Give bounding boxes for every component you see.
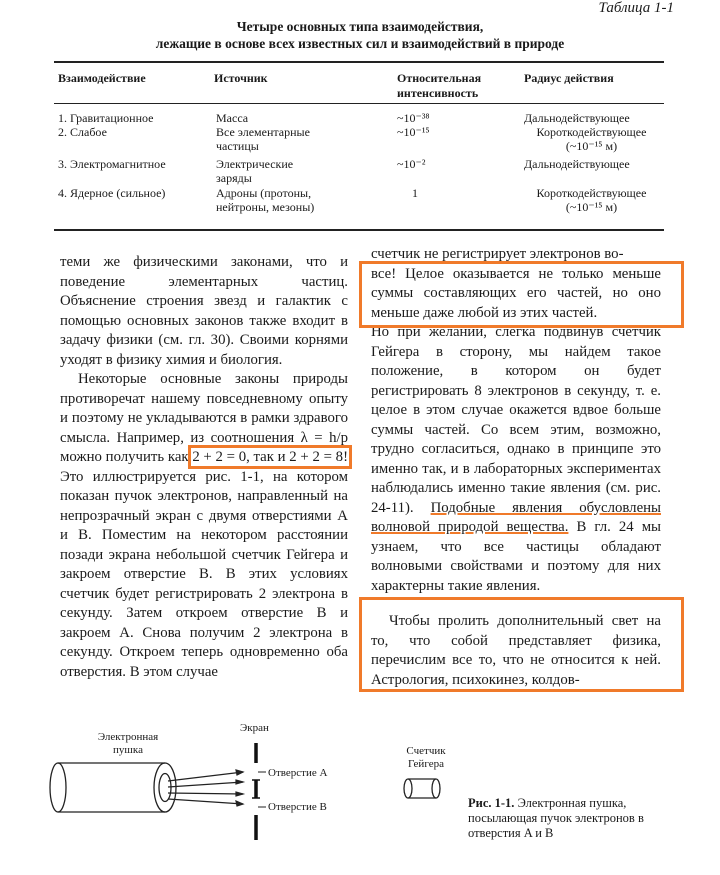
- screen: [252, 743, 260, 840]
- table-header-rule: [54, 103, 664, 104]
- table-header-interaction: Взаимодействие: [58, 71, 146, 85]
- table-cell: 3. Электромагнитное: [58, 157, 166, 171]
- electron-beam-arrows: [168, 770, 243, 806]
- table-top-rule: [54, 61, 664, 63]
- highlighted-equation: 2 + 2 = 0, так и 2 + 2 = 8!: [192, 449, 348, 465]
- table-cell: Все элементарные частицы: [216, 125, 310, 153]
- table-header-intensity: Относительная интенсивность: [397, 71, 482, 100]
- boxed-passage: Чтобы пролить дополнительный свет на то, что собой представляет физика, перечислим все то, что не относится к ней. Астрология, психокинез, колдов-: [371, 613, 661, 688]
- table-cell: Дальнодействующее: [524, 157, 630, 171]
- geiger-counter-label: Счетчик Гейгера: [406, 745, 446, 770]
- table-title-line2: лежащие в основе всех известных сил и взаимодействий в природе: [155, 36, 565, 51]
- table-cell: 1. Гравитационное: [58, 111, 154, 125]
- table-cell: Адроны (протоны, нейтроны, мезоны): [216, 186, 315, 214]
- table-cell: 4. Ядерное (сильное): [58, 186, 166, 200]
- figure-caption-number: Рис. 1-1.: [468, 796, 515, 810]
- paragraph: теми же физическими законами, что и поведение элементарных частиц. Объяснение строения звезд и галактик с помощью основных законов также входит в задачу физики (см. гл. 30). Своими корнями уходят в физику химия и биология.: [60, 254, 348, 368]
- table-cell: Масса: [216, 111, 249, 125]
- geiger-counter: [404, 779, 440, 798]
- paragraph-line: счетчик не регистрирует электронов во-: [371, 246, 624, 262]
- paragraph-text: Но при желании, слегка подвинув счетчик Гейгера в сторону, мы найдем такое положение, в котором он будет регистрировать 8 электронов в секунду, т. е. целое в этом случае окажется вдвое больше суммы частей. Со всем этим, возможно, трудно согласиться, однако в принципе это именно так, и в лабораторных экспериментах наблюдались именно такие явления (см. рис. 24-11).: [371, 324, 661, 516]
- table-title-line1: Четыре основных типа взаимодействия,: [236, 19, 484, 34]
- table-cell: ~10⁻¹⁵: [397, 125, 430, 139]
- paragraph: [60, 370, 348, 682]
- table-cell: Электрические заряды: [216, 157, 294, 185]
- table-cell: Короткодействующее (~10⁻¹⁵ м): [536, 125, 647, 153]
- table-header-range: Радиус действия: [524, 71, 614, 85]
- table-caption-tag: Таблица 1-1: [598, 0, 674, 16]
- table-bottom-rule: [54, 229, 664, 231]
- boxed-passage: все! Целое оказывается не только меньше суммы составляющих его частей, но оно меньше даже любой из этих частей.: [371, 265, 661, 321]
- table-cell: Короткодействующее (~10⁻¹⁵ м): [536, 186, 647, 214]
- table-cell: 1: [412, 186, 418, 200]
- screen-label: Экран: [240, 722, 269, 734]
- figure-caption-text: Электронная пушка, посылающая пучок электронов в отверстия A и B: [468, 796, 644, 840]
- highlight-box-bottom: [359, 597, 684, 692]
- table-cell: 2. Слабое: [58, 125, 107, 139]
- underlined-passage: Подобные явления обусловлены волновой природой вещества.: [371, 499, 661, 535]
- paragraph: [371, 323, 661, 596]
- hole-b-label: Отверстие B: [268, 801, 327, 813]
- figure-caption: [468, 796, 698, 841]
- table-cell: ~10⁻³⁸: [397, 111, 430, 125]
- table-title: [0, 18, 720, 52]
- highlight-box-top: [359, 261, 684, 328]
- paragraph-text: В гл. 24 мы узнаем, что все частицы обладают волновыми свойствами и поэтому для них характерны такие явления.: [371, 519, 661, 594]
- left-text-column: [60, 253, 348, 682]
- paragraph-text: Некоторые основные законы природы противоречат нашему повседневному опыту и поэтому не укладываются в рамки здравого смысла. Например, из соотношения λ = h/p можно получить как: [60, 371, 348, 465]
- table-cell: Дальнодействующее: [524, 111, 630, 125]
- table-header-source: Источник: [214, 71, 268, 85]
- paragraph-text: Это иллюстрируется рис. 1-1, на котором показан пучок электронов, направленный на непрозрачный экран с двумя отверстиями A и B. Поместим на некотором расстоянии позади экрана небольшой счетчик Гейгера и закроем отверстие B. В этих условиях счетчик будет регистрировать 2 электрона в секунду. Затем откроем отверстие B и закроем A. Снова получим 2 электрона в секунду. Откроем теперь одновременно оба отверстия. В этом случае: [60, 468, 348, 680]
- hole-a-label: Отверстие A: [268, 767, 328, 779]
- table-cell: ~10⁻²: [397, 157, 426, 171]
- electron-gun-label: Электронная пушка: [97, 731, 159, 756]
- electron-gun: [50, 763, 176, 812]
